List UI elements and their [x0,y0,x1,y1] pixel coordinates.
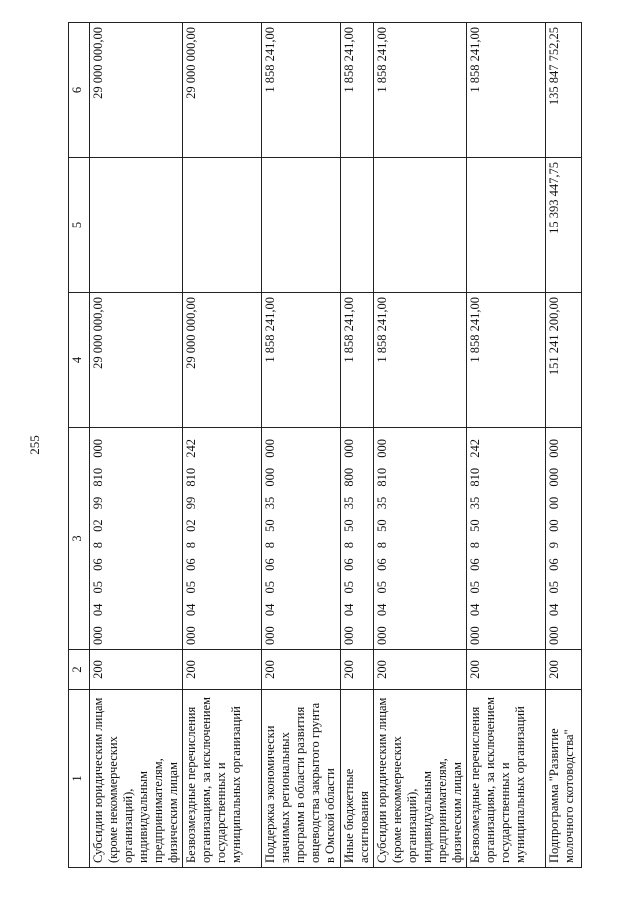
row-code: 000 04 05 06 8 50 35 810 000 [374,428,467,650]
row-col5 [90,158,183,293]
row-col6: 29 000 000,00 [90,23,183,158]
table-row [467,23,546,868]
rotated-table-wrapper [68,23,576,868]
row-name: Безвозмездные перечисления организациям, за исключением государственных и муниципальных организаций [467,690,546,868]
row-col6: 1 858 241,00 [374,23,467,158]
row-col5: 15 393 447,75 [546,158,582,293]
table-row [90,23,183,868]
row-code: 000 04 05 06 9 00 00 000 000 [546,428,582,650]
row-name: Субсидии юридическим лицам (кроме некоммерческих организаций), индивидуальным предпринимателям, физическим лицам [374,690,467,868]
row-col4: 1 858 241,00 [374,293,467,428]
header-row [69,23,90,868]
row-col6: 29 000 000,00 [183,23,262,158]
budget-table [68,22,582,868]
table-row [183,23,262,868]
header-col-1: 1 [69,690,90,868]
row-col6: 135 847 752,25 [546,23,582,158]
row-name: Иные бюджетные ассигнования [341,690,374,868]
row-col2: 200 [262,650,341,690]
row-col4: 151 241 200,00 [546,293,582,428]
row-name: Поддержка экономически значимых региональных программ в области развития овцеводства закрытого грунта в Омской области [262,690,341,868]
header-col-3: 3 [69,428,90,650]
row-col2: 200 [546,650,582,690]
row-col5 [262,158,341,293]
table-row [341,23,374,868]
table-row [546,23,582,868]
row-col2: 200 [341,650,374,690]
row-code: 000 04 05 06 8 50 35 000 000 [262,428,341,650]
row-col4: 1 858 241,00 [341,293,374,428]
row-col5 [183,158,262,293]
page-number: 255 [27,435,42,455]
header-col-6: 6 [69,23,90,158]
row-col5 [374,158,467,293]
row-name: Безвозмездные перечисления организациям, за исключением государственных и муниципальных организаций [183,690,262,868]
table-row [262,23,341,868]
row-name: Субсидии юридическим лицам (кроме некоммерческих организаций), индивидуальным предпринимателям, физическим лицам [90,690,183,868]
row-code: 000 04 05 06 8 02 99 810 000 [90,428,183,650]
header-col-5: 5 [69,158,90,293]
row-name: Подпрограмма "Развитие молочного скотоводства" [546,690,582,868]
row-col5 [341,158,374,293]
row-code: 000 04 05 06 8 50 35 810 242 [467,428,546,650]
row-col2: 200 [374,650,467,690]
row-code: 000 04 05 06 8 02 99 810 242 [183,428,262,650]
header-col-2: 2 [69,650,90,690]
row-col2: 200 [90,650,183,690]
row-col4: 1 858 241,00 [467,293,546,428]
row-col6: 1 858 241,00 [262,23,341,158]
row-col2: 200 [183,650,262,690]
header-col-4: 4 [69,293,90,428]
row-col4: 29 000 000,00 [90,293,183,428]
row-col6: 1 858 241,00 [467,23,546,158]
row-col6: 1 858 241,00 [341,23,374,158]
table-row [374,23,467,868]
row-col5 [467,158,546,293]
row-code: 000 04 05 06 8 50 35 800 000 [341,428,374,650]
row-col4: 1 858 241,00 [262,293,341,428]
row-col4: 29 000 000,00 [183,293,262,428]
row-col2: 200 [467,650,546,690]
